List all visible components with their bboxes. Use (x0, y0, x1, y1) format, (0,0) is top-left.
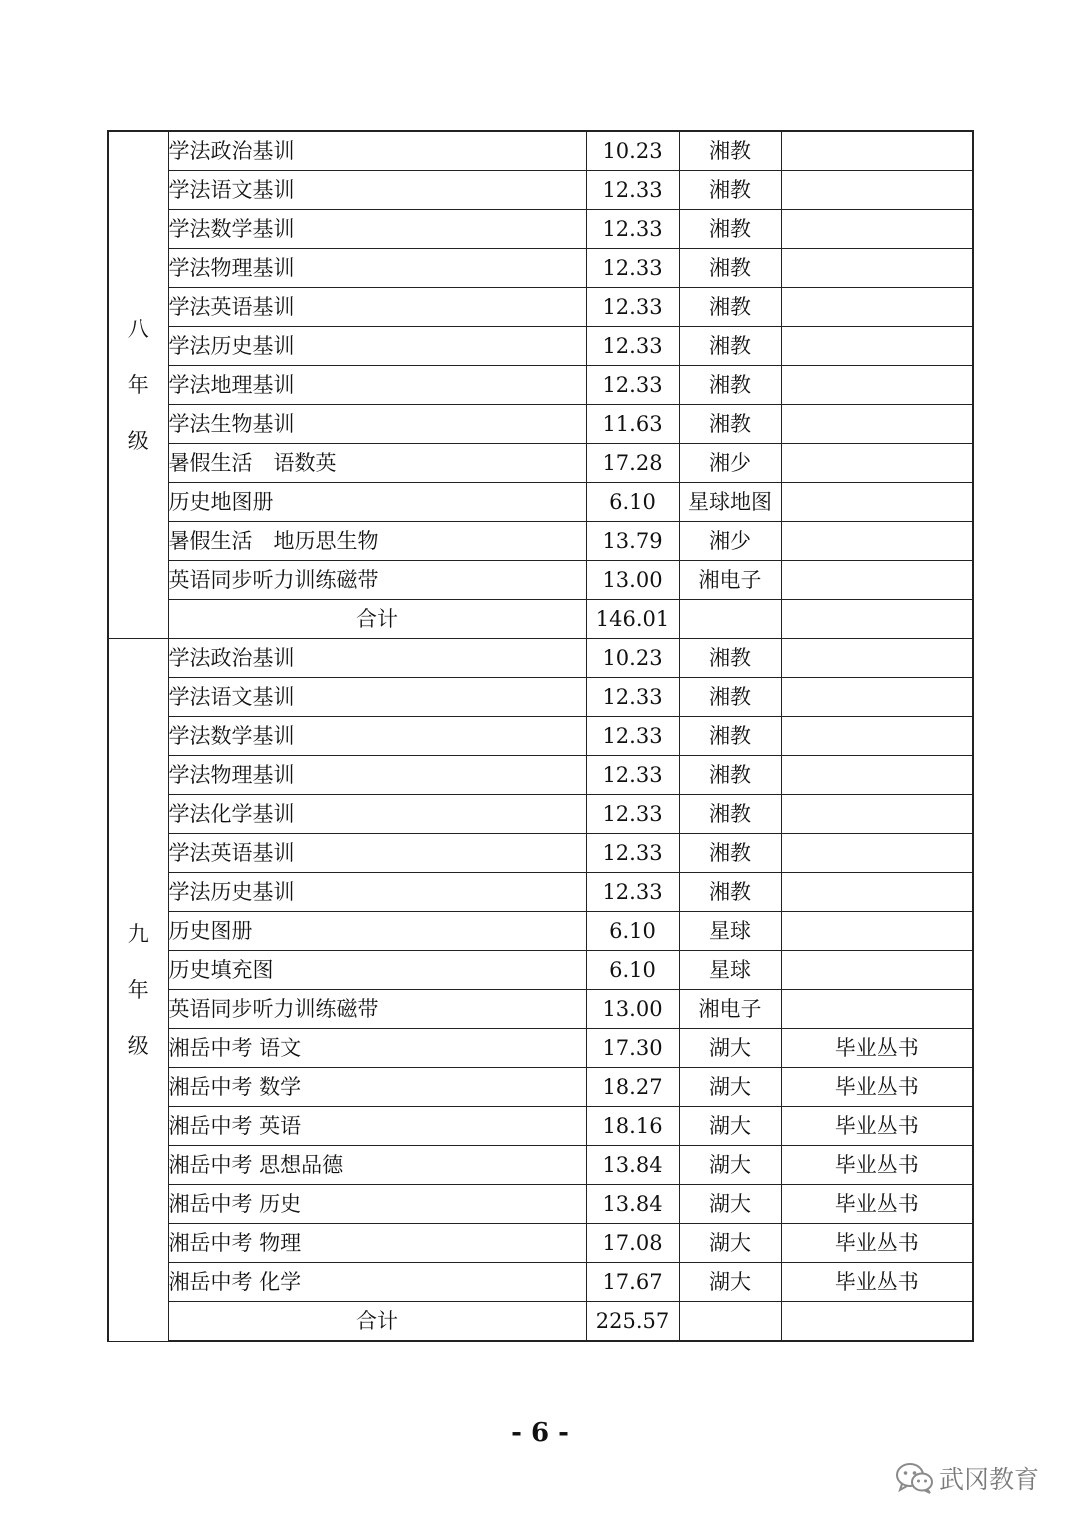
remark-cell: 毕业丛书 (781, 1185, 973, 1224)
remark-cell (781, 249, 973, 288)
price-cell: 12.33 (586, 288, 679, 327)
remark-cell: 毕业丛书 (781, 1224, 973, 1263)
remark-cell (781, 756, 973, 795)
publisher-cell: 湖大 (679, 1029, 781, 1068)
remark-cell (781, 522, 973, 561)
price-cell: 12.33 (586, 210, 679, 249)
remark-cell (781, 873, 973, 912)
grade-char: 年 (127, 373, 149, 397)
price-cell: 6.10 (586, 951, 679, 990)
remark-cell (781, 639, 973, 678)
publisher-cell: 湘教 (679, 171, 781, 210)
remark-cell (781, 795, 973, 834)
price-cell: 12.33 (586, 171, 679, 210)
table-row (108, 1029, 973, 1068)
book-name-cell: 湘岳中考 历史 (168, 1185, 586, 1224)
remark-cell (781, 327, 973, 366)
publisher-cell: 湘电子 (679, 990, 781, 1029)
publisher-cell: 湘教 (679, 795, 781, 834)
book-name-cell: 暑假生活 语数英 (168, 444, 586, 483)
table-row (108, 756, 973, 795)
remark-cell (781, 444, 973, 483)
price-cell: 18.16 (586, 1107, 679, 1146)
publisher-cell: 湘教 (679, 327, 781, 366)
total-label: 合计 (168, 600, 586, 639)
table-row (108, 561, 973, 600)
book-name-cell: 学法生物基训 (168, 405, 586, 444)
publisher-cell: 湘少 (679, 444, 781, 483)
table-row (108, 327, 973, 366)
total-row (108, 600, 973, 639)
book-name-cell: 学法语文基训 (168, 678, 586, 717)
table-row (108, 639, 973, 678)
publisher-cell: 湖大 (679, 1107, 781, 1146)
book-name-cell: 湘岳中考 数学 (168, 1068, 586, 1107)
remark-cell (781, 717, 973, 756)
price-cell: 12.33 (586, 249, 679, 288)
price-cell: 13.79 (586, 522, 679, 561)
table-row (108, 834, 973, 873)
book-name-cell: 暑假生活 地历思生物 (168, 522, 586, 561)
remark-cell: 毕业丛书 (781, 1107, 973, 1146)
total-label: 合计 (168, 1302, 586, 1342)
grade-label (108, 131, 168, 639)
table-row (108, 990, 973, 1029)
remark-cell: 毕业丛书 (781, 1146, 973, 1185)
publisher-cell: 湘教 (679, 873, 781, 912)
total-value: 225.57 (586, 1302, 679, 1342)
price-cell: 12.33 (586, 366, 679, 405)
book-price-table (107, 130, 974, 1342)
publisher-cell: 湘教 (679, 834, 781, 873)
publisher-cell: 星球地图 (679, 483, 781, 522)
publisher-cell: 湘教 (679, 639, 781, 678)
publisher-cell: 湖大 (679, 1146, 781, 1185)
price-cell: 13.00 (586, 990, 679, 1029)
price-cell: 10.23 (586, 131, 679, 171)
book-name-cell: 学法物理基训 (168, 249, 586, 288)
book-name-cell: 学法历史基训 (168, 873, 586, 912)
remark-cell (781, 405, 973, 444)
table-row (108, 1224, 973, 1263)
publisher-cell: 湖大 (679, 1263, 781, 1302)
book-name-cell: 湘岳中考 物理 (168, 1224, 586, 1263)
table-row (108, 131, 973, 171)
table-row (108, 1107, 973, 1146)
remark-cell: 毕业丛书 (781, 1068, 973, 1107)
book-name-cell: 学法数学基训 (168, 210, 586, 249)
grade-char: 九 (127, 921, 149, 946)
book-name-cell: 历史地图册 (168, 483, 586, 522)
table-row (108, 912, 973, 951)
table-row (108, 1068, 973, 1107)
watermark-text: 武冈教育 (939, 1465, 1040, 1494)
book-name-cell: 湘岳中考 语文 (168, 1029, 586, 1068)
remark-cell (781, 912, 973, 951)
remark-cell: 毕业丛书 (781, 1263, 973, 1302)
remark-cell (781, 483, 973, 522)
remark-cell (781, 951, 973, 990)
empty-cell (781, 600, 973, 639)
grade-char: 级 (127, 1033, 149, 1058)
table-row (108, 1146, 973, 1185)
price-cell: 6.10 (586, 912, 679, 951)
book-name-cell: 学法语文基训 (168, 171, 586, 210)
price-cell: 10.23 (586, 639, 679, 678)
remark-cell: 毕业丛书 (781, 1029, 973, 1068)
grade-label (108, 639, 168, 1342)
publisher-cell: 星球 (679, 912, 781, 951)
publisher-cell: 湖大 (679, 1224, 781, 1263)
publisher-cell: 湘教 (679, 210, 781, 249)
book-name-cell: 学法英语基训 (168, 288, 586, 327)
book-name-cell: 学法地理基训 (168, 366, 586, 405)
book-name-cell: 学法物理基训 (168, 756, 586, 795)
remark-cell (781, 288, 973, 327)
publisher-cell: 湘教 (679, 131, 781, 171)
table-row (108, 1263, 973, 1302)
table-row (108, 795, 973, 834)
book-name-cell: 湘岳中考 英语 (168, 1107, 586, 1146)
table-row (108, 1185, 973, 1224)
price-cell: 6.10 (586, 483, 679, 522)
book-name-cell: 学法英语基训 (168, 834, 586, 873)
remark-cell (781, 678, 973, 717)
table-row (108, 717, 973, 756)
table-row (108, 951, 973, 990)
remark-cell (781, 131, 973, 171)
price-cell: 12.33 (586, 873, 679, 912)
table-row (108, 873, 973, 912)
book-name-cell: 湘岳中考 思想品德 (168, 1146, 586, 1185)
publisher-cell: 湖大 (679, 1185, 781, 1224)
book-name-cell: 英语同步听力训练磁带 (168, 561, 586, 600)
publisher-cell: 湘教 (679, 717, 781, 756)
book-name-cell: 学法政治基训 (168, 639, 586, 678)
empty-cell (781, 1302, 973, 1342)
book-name-cell: 历史图册 (168, 912, 586, 951)
table-row (108, 288, 973, 327)
table-row (108, 483, 973, 522)
table-row (108, 366, 973, 405)
price-cell: 11.63 (586, 405, 679, 444)
price-cell: 12.33 (586, 327, 679, 366)
price-cell: 12.33 (586, 678, 679, 717)
publisher-cell: 湘教 (679, 366, 781, 405)
price-cell: 17.28 (586, 444, 679, 483)
book-name-cell: 英语同步听力训练磁带 (168, 990, 586, 1029)
price-cell: 12.33 (586, 834, 679, 873)
table-row (108, 678, 973, 717)
watermark (895, 1458, 1039, 1498)
page-number: - 6 - (511, 1418, 569, 1448)
remark-cell (781, 366, 973, 405)
remark-cell (781, 834, 973, 873)
empty-cell (679, 1302, 781, 1342)
price-cell: 17.30 (586, 1029, 679, 1068)
table-row (108, 405, 973, 444)
book-name-cell: 学法数学基训 (168, 717, 586, 756)
publisher-cell: 湘电子 (679, 561, 781, 600)
grade-char: 年 (127, 977, 149, 1002)
total-row (108, 1302, 973, 1342)
price-cell: 13.84 (586, 1185, 679, 1224)
price-cell: 12.33 (586, 717, 679, 756)
table-row (108, 249, 973, 288)
grade-char: 八 (127, 317, 149, 341)
book-name-cell: 历史填充图 (168, 951, 586, 990)
book-name-cell: 学法历史基训 (168, 327, 586, 366)
price-cell: 17.67 (586, 1263, 679, 1302)
book-name-cell: 学法化学基训 (168, 795, 586, 834)
total-value: 146.01 (586, 600, 679, 639)
price-cell: 12.33 (586, 795, 679, 834)
price-cell: 13.84 (586, 1146, 679, 1185)
price-cell: 17.08 (586, 1224, 679, 1263)
remark-cell (781, 210, 973, 249)
wechat-icon (895, 1461, 935, 1495)
publisher-cell: 湖大 (679, 1068, 781, 1107)
empty-cell (679, 600, 781, 639)
table-row (108, 210, 973, 249)
remark-cell (781, 561, 973, 600)
table-row (108, 171, 973, 210)
publisher-cell: 湘教 (679, 288, 781, 327)
table-row (108, 444, 973, 483)
book-name-cell: 学法政治基训 (168, 131, 586, 171)
publisher-cell: 湘教 (679, 756, 781, 795)
price-cell: 12.33 (586, 756, 679, 795)
price-cell: 18.27 (586, 1068, 679, 1107)
grade-char: 级 (127, 429, 149, 453)
publisher-cell: 湘教 (679, 678, 781, 717)
book-name-cell: 湘岳中考 化学 (168, 1263, 586, 1302)
remark-cell (781, 990, 973, 1029)
publisher-cell: 湘教 (679, 405, 781, 444)
remark-cell (781, 171, 973, 210)
publisher-cell: 湘教 (679, 249, 781, 288)
publisher-cell: 湘少 (679, 522, 781, 561)
price-cell: 13.00 (586, 561, 679, 600)
publisher-cell: 星球 (679, 951, 781, 990)
table-row (108, 522, 973, 561)
